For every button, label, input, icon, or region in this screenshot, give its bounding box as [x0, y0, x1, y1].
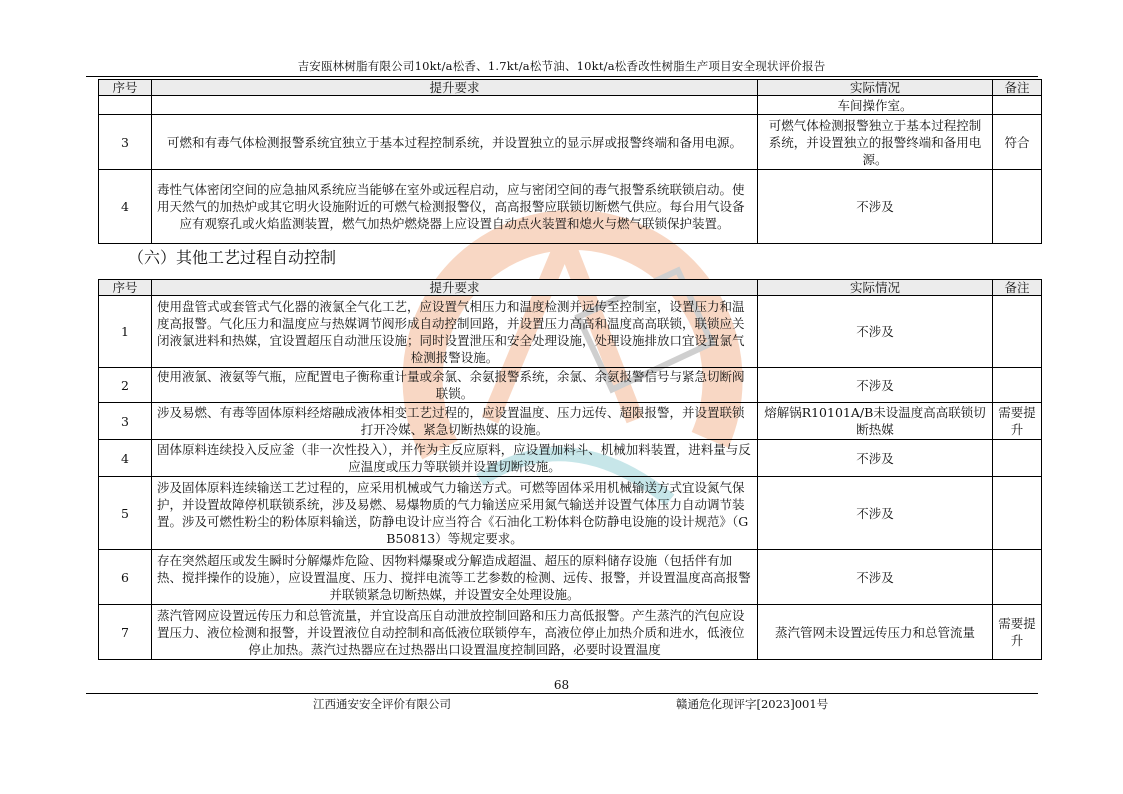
- table-row: [99, 403, 1042, 440]
- cell-no: 6: [99, 550, 152, 605]
- footer-company: 江西通安安全评价有限公司: [313, 697, 451, 711]
- footer-divider: [86, 693, 1038, 694]
- table-header-row: [99, 80, 1042, 96]
- cell-requirement: 存在突然超压或发生瞬时分解爆炸危险、因物料爆聚或分解造成超温、超压的原料储存设施（包括伴有加热、搅拌操作的设施），应设置温度、压力、搅拌电流等工艺参数的检测、远传、报警，并设置温度高高报警并联锁紧急切断热媒，并设置安全处理设施。: [152, 550, 758, 605]
- cell-note: [993, 550, 1042, 605]
- table-row: [99, 368, 1042, 403]
- page-number: 68: [553, 678, 570, 692]
- process-automation-table: [98, 279, 1042, 660]
- cell-requirement: 毒性气体密闭空间的应急抽风系统应当能够在室外或远程启动，应与密闭空间的毒气报警系统联锁启动。使用天然气的加热炉或其它明火设施附近的可燃气检测报警仪，高高报警应联锁切断燃气供应。每台用气设备应有观察孔或火焰监测装置，燃气加热炉燃烧器上应设置自动点火装置和熄火与燃气联锁保护装置。: [152, 170, 758, 244]
- cell-note: [993, 477, 1042, 550]
- cell-actual: 可燃气体检测报警独立于基本过程控制系统，并设置独立的报警终端和备用电源。: [758, 115, 993, 170]
- cell-note: [993, 368, 1042, 403]
- header-actual: 实际情况: [758, 280, 993, 296]
- cell-no: 3: [99, 403, 152, 440]
- cell-requirement: 涉及固体原料连续输送工艺过程的，应采用机械或气力输送方式。可燃等固体采用机械输送方式宜设氮气保护，并设置故障停机联锁系统，涉及易燃、易爆物质的气力输送应采用氮气输送并设置气体压力自动调节装置。涉及可燃性粉尘的粉体原料输送，防静电设计应当符合《石油化工粉体料仓防静电设施的设计规范》（GB50813）等规定要求。: [152, 477, 758, 550]
- header-divider: [86, 76, 1038, 77]
- table-row: [99, 550, 1042, 605]
- cell-no: 3: [99, 115, 152, 170]
- cell-no: 7: [99, 605, 152, 660]
- header-actual: 实际情况: [758, 80, 993, 96]
- cell-requirement: [152, 96, 758, 115]
- report-header-title: 吉安瓯林树脂有限公司10kt/a松香、1.7kt/a松节油、10kt/a松香改性树脂生产项目安全现状评价报告: [297, 59, 826, 73]
- header-note: 备注: [993, 80, 1042, 96]
- table-row: [99, 296, 1042, 368]
- header-no: 序号: [99, 80, 152, 96]
- cell-requirement: 使用液氯、液氨等气瓶，应配置电子衡称重计量或余氯、余氨报警系统，余氯、余氨报警信号与紧急切断阀联锁。: [152, 368, 758, 403]
- cell-actual: 熔解锅R10101A/B未设温度高高联锁切断热媒: [758, 403, 993, 440]
- cell-no: [99, 96, 152, 115]
- section-heading: （六）其他工艺过程自动控制: [128, 248, 337, 267]
- cell-no: 4: [99, 440, 152, 477]
- cell-actual: 不涉及: [758, 477, 993, 550]
- cell-no: 1: [99, 296, 152, 368]
- cell-actual: 不涉及: [758, 368, 993, 403]
- header-requirement: 提升要求: [152, 280, 758, 296]
- cell-requirement: 蒸汽管网应设置远传压力和总管流量，并宜设高压自动泄放控制回路和压力高低报警。产生蒸汽的汽包应设置压力、液位检测和报警，并设置液位自动控制和高低液位联锁停车，高液位停止加热介质和进水，低液位停止加热。蒸汽过热器应在过热器出口设置温度控制回路，必要时设置温度: [152, 605, 758, 660]
- footer-report-number: 赣通危化现评字[2023]001号: [676, 697, 829, 711]
- cell-note: [993, 440, 1042, 477]
- header-note: 备注: [993, 280, 1042, 296]
- header-no: 序号: [99, 280, 152, 296]
- cell-actual: 不涉及: [758, 440, 993, 477]
- cell-note: [993, 296, 1042, 368]
- cell-actual: 车间操作室。: [758, 96, 993, 115]
- table-row: [99, 96, 1042, 115]
- table-row: [99, 477, 1042, 550]
- cell-actual: 不涉及: [758, 170, 993, 244]
- cell-requirement: 固体原料连续投入反应釜（非一次性投入），并作为主反应原料，应设置加料斗、机械加料装置，进料量与反应温度或压力等联锁并设置切断设施。: [152, 440, 758, 477]
- cell-requirement: 可燃和有毒气体检测报警系统宜独立于基本过程控制系统，并设置独立的显示屏或报警终端和备用电源。: [152, 115, 758, 170]
- header-requirement: 提升要求: [152, 80, 758, 96]
- cell-actual: 不涉及: [758, 550, 993, 605]
- cell-note: 符合: [993, 115, 1042, 170]
- cell-requirement: 涉及易燃、有毒等固体原料经熔融成液体相变工艺过程的，应设置温度、压力远传、超限报警，并设置联锁打开冷媒、紧急切断热媒的设施。: [152, 403, 758, 440]
- table-row: [99, 115, 1042, 170]
- table-row: [99, 440, 1042, 477]
- table-row: [99, 605, 1042, 660]
- table-row: [99, 170, 1042, 244]
- cell-note: [993, 170, 1042, 244]
- cell-requirement: 使用盘管式或套管式气化器的液氯全气化工艺，应设置气相压力和温度检测并远传至控制室，设置压力和温度高报警。气化压力和温度应与热媒调节阀形成自动控制回路，并设置压力高高和温度高高联锁，联锁应关闭液氯进料和热媒，宜设置超压自动泄压设施；同时设置泄压和安全处理设施，处理设施排放口宜设置氯气检测报警设施。: [152, 296, 758, 368]
- table-header-row: [99, 280, 1042, 296]
- cell-actual: 不涉及: [758, 296, 993, 368]
- cell-note: 需要提升: [993, 605, 1042, 660]
- cell-no: 5: [99, 477, 152, 550]
- cell-note: 需要提升: [993, 403, 1042, 440]
- cell-note: [993, 96, 1042, 115]
- cell-actual: 蒸汽管网未设置远传压力和总管流量: [758, 605, 993, 660]
- cell-no: 2: [99, 368, 152, 403]
- requirements-table-continued: [98, 79, 1042, 244]
- cell-no: 4: [99, 170, 152, 244]
